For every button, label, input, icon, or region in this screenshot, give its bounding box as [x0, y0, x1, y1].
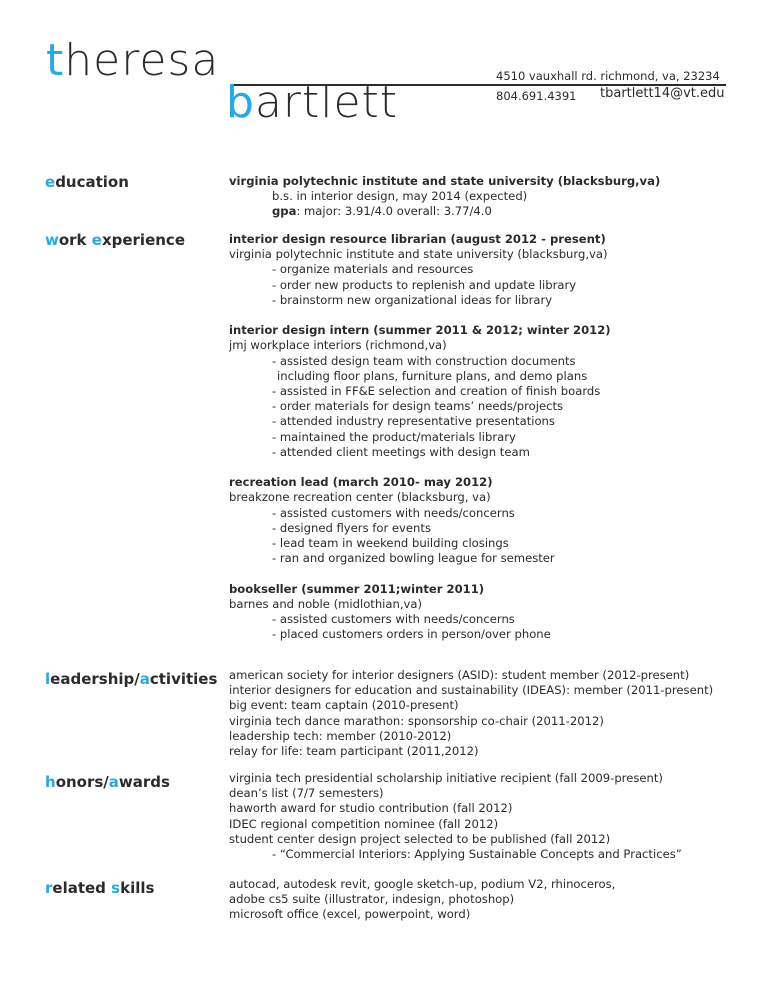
job-org: jmj workplace interiors (richmond,va) — [229, 338, 447, 353]
job-bullet: - designed flyers for events — [272, 520, 431, 535]
first-name-rest: heresa — [64, 35, 220, 86]
leadership-item: leadership tech: member (2010-2012) — [229, 728, 452, 743]
last-name — [226, 78, 398, 128]
last-name-rest: artlett — [254, 77, 399, 128]
leadership-block — [229, 668, 749, 759]
skills-block — [229, 877, 749, 923]
skills-heading: related skills — [45, 879, 155, 897]
job-bullet: - brainstorm new organizational ideas for library — [272, 292, 553, 307]
job-org: virginia polytechnic institute and state university (blacksburg,va) — [229, 247, 608, 262]
contact-email[interactable]: tbartlett14@vt.edu — [600, 86, 725, 101]
job-bullet: - ran and organized bowling league for semester — [272, 551, 555, 566]
first-name — [46, 36, 219, 86]
last-name-initial: b — [226, 77, 255, 128]
leadership-item: big event: team captain (2010-present) — [229, 698, 459, 713]
job-bullet: - maintained the product/materials library — [272, 429, 516, 444]
job-bullet: - order new products to replenish and update library — [272, 277, 577, 292]
honors-block — [229, 771, 749, 862]
honors-item: dean’s list (7/7 semesters) — [229, 786, 384, 801]
job-bullet: - organize materials and resources — [272, 262, 474, 277]
job-org: breakzone recreation center (blacksburg, va) — [229, 490, 491, 505]
job-bullet: including floor plans, furniture plans, and demo plans — [277, 368, 588, 383]
leadership-heading: leadership/activities — [45, 670, 218, 688]
skills-item: microsoft office (excel, powerpoint, word) — [229, 907, 471, 922]
skills-item: adobe cs5 suite (illustrator, indesign, photoshop) — [229, 892, 515, 907]
contact-phone: 804.691.4391 — [496, 89, 577, 103]
leadership-item: relay for life: team participant (2011,2012) — [229, 744, 479, 759]
honors-item: haworth award for studio contribution (fall 2012) — [229, 801, 513, 816]
honors-item: IDEC regional competition nominee (fall 2012) — [229, 816, 499, 831]
job-title: interior design intern (summer 2011 & 2012; winter 2012) — [229, 323, 611, 338]
education-block — [229, 174, 749, 220]
job-bullet: - assisted customers with needs/concerns — [272, 612, 515, 627]
job-bullet: - assisted design team with construction documents — [272, 353, 576, 368]
job-bullet: - order materials for design teams’ needs/projects — [272, 399, 564, 414]
leadership-item: virginia tech dance marathon: sponsorship co-chair (2011-2012) — [229, 713, 604, 728]
honors-item: student center design project selected to be published (fall 2012) — [229, 831, 611, 846]
job-title: recreation lead (march 2010- may 2012) — [229, 475, 493, 490]
honors-sub-item: - “Commercial Interiors: Applying Sustainable Concepts and Practices” — [272, 847, 682, 862]
honors-heading: honors/awards — [45, 773, 170, 791]
job-bullet: - attended industry representative presentations — [272, 414, 555, 429]
work-block — [229, 232, 749, 642]
job-bullet: - lead team in weekend building closings — [272, 536, 509, 551]
work-heading: work experience — [45, 231, 185, 249]
job-org: barnes and noble (midlothian,va) — [229, 596, 423, 611]
leadership-item: interior designers for education and sustainability (IDEAS): member (2011-present) — [229, 683, 714, 698]
education-gpa: gpa: major: 3.91/4.0 overall: 3.77/4.0 — [272, 204, 492, 219]
education-heading: education — [45, 173, 129, 191]
honors-item: virginia tech presidential scholarship initiative recipient (fall 2009-present) — [229, 771, 663, 785]
job-bullet: - assisted customers with needs/concerns — [272, 505, 515, 520]
first-name-initial: t — [46, 35, 65, 86]
job-bullet: - placed customers orders in person/over phone — [272, 627, 551, 642]
education-degree: b.s. in interior design, may 2014 (expected) — [272, 189, 528, 204]
contact-address: 4510 vauxhall rd. richmond, va, 23234 — [496, 69, 720, 83]
job-title: bookseller (summer 2011;winter 2011) — [229, 581, 485, 596]
job-bullet: - attended client meetings with design team — [272, 444, 530, 459]
skills-item: autocad, autodesk revit, google sketch-up, podium V2, rhinoceros, — [229, 877, 616, 891]
leadership-item: american society for interior designers (ASID): student member (2012-present) — [229, 668, 690, 682]
job-bullet: - assisted in FF&E selection and creation of finish boards — [272, 384, 601, 399]
education-school: virginia polytechnic institute and state university (blacksburg,va) — [229, 174, 661, 188]
job-title: interior design resource librarian (august 2012 - present) — [229, 232, 606, 246]
